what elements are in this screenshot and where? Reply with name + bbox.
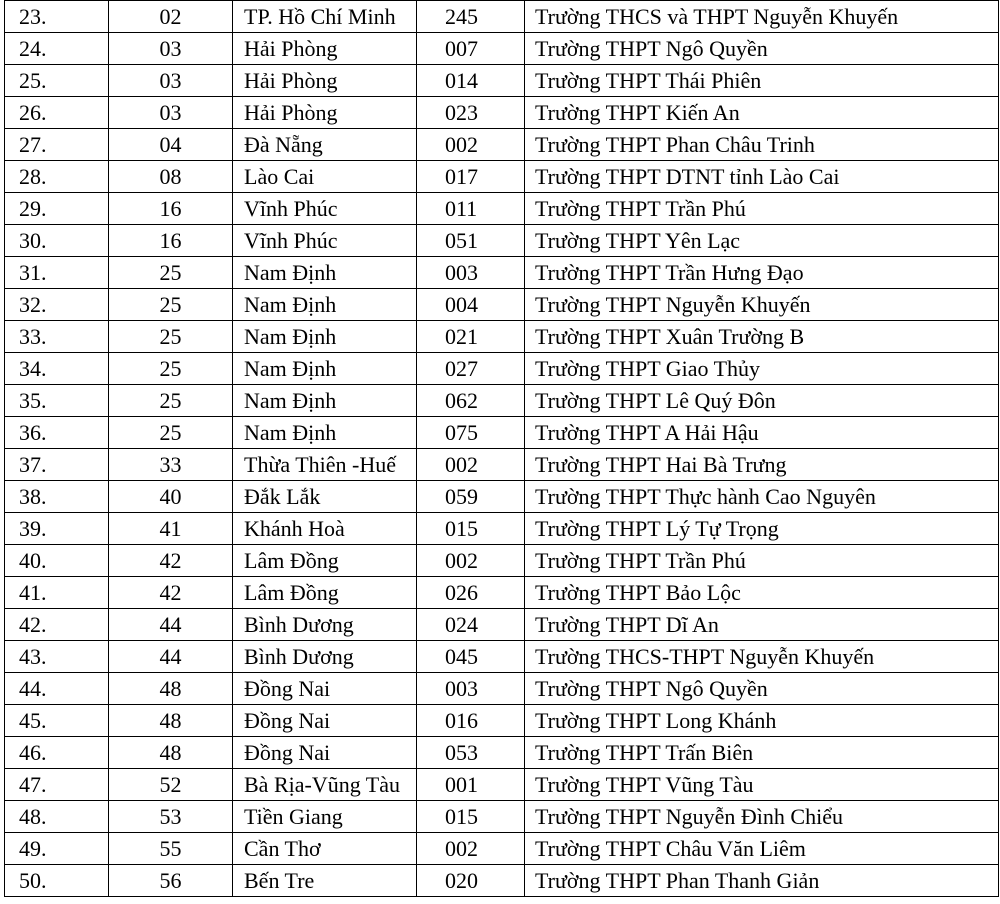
province-name-cell: Nam Định bbox=[233, 289, 417, 321]
table-row bbox=[5, 1, 999, 33]
province-code-cell: 03 bbox=[109, 33, 233, 65]
school-code-cell: 004 bbox=[417, 289, 525, 321]
school-code-cell: 003 bbox=[417, 673, 525, 705]
row-number-cell: 36. bbox=[5, 417, 109, 449]
table-row bbox=[5, 161, 999, 193]
row-number-cell: 34. bbox=[5, 353, 109, 385]
table-row bbox=[5, 353, 999, 385]
province-code-cell: 56 bbox=[109, 865, 233, 897]
row-number-cell: 39. bbox=[5, 513, 109, 545]
province-code-cell: 33 bbox=[109, 449, 233, 481]
row-number-cell: 32. bbox=[5, 289, 109, 321]
row-number-cell: 50. bbox=[5, 865, 109, 897]
table-row bbox=[5, 321, 999, 353]
province-name-cell: Lâm Đồng bbox=[233, 577, 417, 609]
table-row bbox=[5, 833, 999, 865]
school-name-cell: Trường THPT Trần Hưng Đạo bbox=[525, 257, 999, 289]
row-number-cell: 25. bbox=[5, 65, 109, 97]
school-table bbox=[4, 0, 999, 897]
province-code-cell: 48 bbox=[109, 737, 233, 769]
row-number-cell: 23. bbox=[5, 1, 109, 33]
table-row bbox=[5, 577, 999, 609]
province-name-cell: Thừa Thiên -Huế bbox=[233, 449, 417, 481]
school-code-cell: 059 bbox=[417, 481, 525, 513]
row-number-cell: 49. bbox=[5, 833, 109, 865]
school-code-cell: 024 bbox=[417, 609, 525, 641]
table-row bbox=[5, 737, 999, 769]
province-name-cell: Lào Cai bbox=[233, 161, 417, 193]
province-code-cell: 52 bbox=[109, 769, 233, 801]
row-number-cell: 38. bbox=[5, 481, 109, 513]
table-row bbox=[5, 705, 999, 737]
school-code-cell: 003 bbox=[417, 257, 525, 289]
school-name-cell: Trường THPT Châu Văn Liêm bbox=[525, 833, 999, 865]
province-name-cell: TP. Hồ Chí Minh bbox=[233, 1, 417, 33]
school-name-cell: Trường THCS và THPT Nguyễn Khuyến bbox=[525, 1, 999, 33]
school-code-cell: 062 bbox=[417, 385, 525, 417]
table-row bbox=[5, 417, 999, 449]
school-code-cell: 245 bbox=[417, 1, 525, 33]
province-name-cell: Hải Phòng bbox=[233, 65, 417, 97]
table-row bbox=[5, 609, 999, 641]
school-code-cell: 017 bbox=[417, 161, 525, 193]
school-code-cell: 075 bbox=[417, 417, 525, 449]
school-code-cell: 016 bbox=[417, 705, 525, 737]
school-code-cell: 011 bbox=[417, 193, 525, 225]
row-number-cell: 33. bbox=[5, 321, 109, 353]
province-name-cell: Đồng Nai bbox=[233, 705, 417, 737]
school-name-cell: Trường THCS-THPT Nguyễn Khuyến bbox=[525, 641, 999, 673]
table-row bbox=[5, 289, 999, 321]
province-code-cell: 48 bbox=[109, 673, 233, 705]
row-number-cell: 47. bbox=[5, 769, 109, 801]
province-name-cell: Đà Nẵng bbox=[233, 129, 417, 161]
table-row bbox=[5, 513, 999, 545]
school-code-cell: 023 bbox=[417, 97, 525, 129]
school-code-cell: 027 bbox=[417, 353, 525, 385]
school-code-cell: 002 bbox=[417, 129, 525, 161]
school-name-cell: Trường THPT Hai Bà Trưng bbox=[525, 449, 999, 481]
province-code-cell: 03 bbox=[109, 65, 233, 97]
row-number-cell: 41. bbox=[5, 577, 109, 609]
province-name-cell: Bà Rịa-Vũng Tàu bbox=[233, 769, 417, 801]
school-name-cell: Trường THPT Giao Thủy bbox=[525, 353, 999, 385]
school-code-cell: 007 bbox=[417, 33, 525, 65]
row-number-cell: 37. bbox=[5, 449, 109, 481]
province-name-cell: Bình Dương bbox=[233, 641, 417, 673]
table-row bbox=[5, 449, 999, 481]
table-row bbox=[5, 193, 999, 225]
school-code-cell: 053 bbox=[417, 737, 525, 769]
school-name-cell: Trường THPT Ngô Quyền bbox=[525, 673, 999, 705]
row-number-cell: 29. bbox=[5, 193, 109, 225]
school-name-cell: Trường THPT Xuân Trường B bbox=[525, 321, 999, 353]
row-number-cell: 48. bbox=[5, 801, 109, 833]
school-code-cell: 021 bbox=[417, 321, 525, 353]
row-number-cell: 45. bbox=[5, 705, 109, 737]
school-name-cell: Trường THPT Lý Tự Trọng bbox=[525, 513, 999, 545]
school-code-cell: 015 bbox=[417, 801, 525, 833]
province-name-cell: Nam Định bbox=[233, 321, 417, 353]
row-number-cell: 43. bbox=[5, 641, 109, 673]
school-name-cell: Trường THPT Ngô Quyền bbox=[525, 33, 999, 65]
province-code-cell: 44 bbox=[109, 609, 233, 641]
school-code-cell: 014 bbox=[417, 65, 525, 97]
school-code-cell: 026 bbox=[417, 577, 525, 609]
school-name-cell: Trường THPT Kiến An bbox=[525, 97, 999, 129]
table-row bbox=[5, 385, 999, 417]
province-code-cell: 25 bbox=[109, 257, 233, 289]
province-name-cell: Bình Dương bbox=[233, 609, 417, 641]
table-row bbox=[5, 641, 999, 673]
province-code-cell: 44 bbox=[109, 641, 233, 673]
school-name-cell: Trường THPT Thái Phiên bbox=[525, 65, 999, 97]
province-code-cell: 41 bbox=[109, 513, 233, 545]
province-name-cell: Hải Phòng bbox=[233, 33, 417, 65]
table-row bbox=[5, 129, 999, 161]
table-row bbox=[5, 257, 999, 289]
table-row bbox=[5, 865, 999, 897]
province-code-cell: 25 bbox=[109, 321, 233, 353]
school-name-cell: Trường THPT Nguyễn Khuyến bbox=[525, 289, 999, 321]
province-name-cell: Cần Thơ bbox=[233, 833, 417, 865]
table-row bbox=[5, 545, 999, 577]
row-number-cell: 35. bbox=[5, 385, 109, 417]
school-name-cell: Trường THPT Dĩ An bbox=[525, 609, 999, 641]
row-number-cell: 26. bbox=[5, 97, 109, 129]
table-row bbox=[5, 225, 999, 257]
province-code-cell: 40 bbox=[109, 481, 233, 513]
row-number-cell: 28. bbox=[5, 161, 109, 193]
table-row bbox=[5, 65, 999, 97]
school-name-cell: Trường THPT Phan Châu Trinh bbox=[525, 129, 999, 161]
province-code-cell: 25 bbox=[109, 289, 233, 321]
province-code-cell: 25 bbox=[109, 385, 233, 417]
province-code-cell: 04 bbox=[109, 129, 233, 161]
province-name-cell: Đồng Nai bbox=[233, 673, 417, 705]
province-name-cell: Đồng Nai bbox=[233, 737, 417, 769]
school-name-cell: Trường THPT Thực hành Cao Nguyên bbox=[525, 481, 999, 513]
row-number-cell: 27. bbox=[5, 129, 109, 161]
school-code-cell: 001 bbox=[417, 769, 525, 801]
school-code-cell: 002 bbox=[417, 449, 525, 481]
province-name-cell: Nam Định bbox=[233, 385, 417, 417]
province-code-cell: 25 bbox=[109, 353, 233, 385]
province-name-cell: Vĩnh Phúc bbox=[233, 193, 417, 225]
row-number-cell: 42. bbox=[5, 609, 109, 641]
province-code-cell: 02 bbox=[109, 1, 233, 33]
province-code-cell: 08 bbox=[109, 161, 233, 193]
province-name-cell: Vĩnh Phúc bbox=[233, 225, 417, 257]
table-row bbox=[5, 801, 999, 833]
school-name-cell: Trường THPT A Hải Hậu bbox=[525, 417, 999, 449]
province-code-cell: 25 bbox=[109, 417, 233, 449]
row-number-cell: 40. bbox=[5, 545, 109, 577]
school-name-cell: Trường THPT Phan Thanh Giản bbox=[525, 865, 999, 897]
province-name-cell: Lâm Đồng bbox=[233, 545, 417, 577]
province-name-cell: Tiền Giang bbox=[233, 801, 417, 833]
school-name-cell: Trường THPT Vũng Tàu bbox=[525, 769, 999, 801]
table-row bbox=[5, 673, 999, 705]
table-row bbox=[5, 97, 999, 129]
province-name-cell: Đắk Lắk bbox=[233, 481, 417, 513]
row-number-cell: 24. bbox=[5, 33, 109, 65]
school-code-cell: 002 bbox=[417, 833, 525, 865]
school-name-cell: Trường THPT Yên Lạc bbox=[525, 225, 999, 257]
table-row bbox=[5, 769, 999, 801]
province-code-cell: 55 bbox=[109, 833, 233, 865]
school-code-cell: 020 bbox=[417, 865, 525, 897]
school-name-cell: Trường THPT Trần Phú bbox=[525, 545, 999, 577]
province-code-cell: 16 bbox=[109, 225, 233, 257]
school-name-cell: Trường THPT Lê Quý Đôn bbox=[525, 385, 999, 417]
school-code-cell: 002 bbox=[417, 545, 525, 577]
province-name-cell: Khánh Hoà bbox=[233, 513, 417, 545]
school-name-cell: Trường THPT Long Khánh bbox=[525, 705, 999, 737]
school-code-cell: 045 bbox=[417, 641, 525, 673]
province-name-cell: Bến Tre bbox=[233, 865, 417, 897]
row-number-cell: 46. bbox=[5, 737, 109, 769]
school-name-cell: Trường THPT Nguyễn Đình Chiểu bbox=[525, 801, 999, 833]
school-name-cell: Trường THPT Trần Phú bbox=[525, 193, 999, 225]
school-name-cell: Trường THPT DTNT tỉnh Lào Cai bbox=[525, 161, 999, 193]
province-code-cell: 42 bbox=[109, 577, 233, 609]
school-table-body bbox=[5, 1, 999, 897]
school-name-cell: Trường THPT Bảo Lộc bbox=[525, 577, 999, 609]
province-name-cell: Nam Định bbox=[233, 353, 417, 385]
row-number-cell: 30. bbox=[5, 225, 109, 257]
table-row bbox=[5, 33, 999, 65]
school-name-cell: Trường THPT Trấn Biên bbox=[525, 737, 999, 769]
province-code-cell: 48 bbox=[109, 705, 233, 737]
province-code-cell: 42 bbox=[109, 545, 233, 577]
province-name-cell: Nam Định bbox=[233, 257, 417, 289]
school-code-cell: 015 bbox=[417, 513, 525, 545]
province-code-cell: 16 bbox=[109, 193, 233, 225]
province-name-cell: Hải Phòng bbox=[233, 97, 417, 129]
province-code-cell: 03 bbox=[109, 97, 233, 129]
table-row bbox=[5, 481, 999, 513]
school-code-cell: 051 bbox=[417, 225, 525, 257]
row-number-cell: 31. bbox=[5, 257, 109, 289]
row-number-cell: 44. bbox=[5, 673, 109, 705]
province-name-cell: Nam Định bbox=[233, 417, 417, 449]
province-code-cell: 53 bbox=[109, 801, 233, 833]
